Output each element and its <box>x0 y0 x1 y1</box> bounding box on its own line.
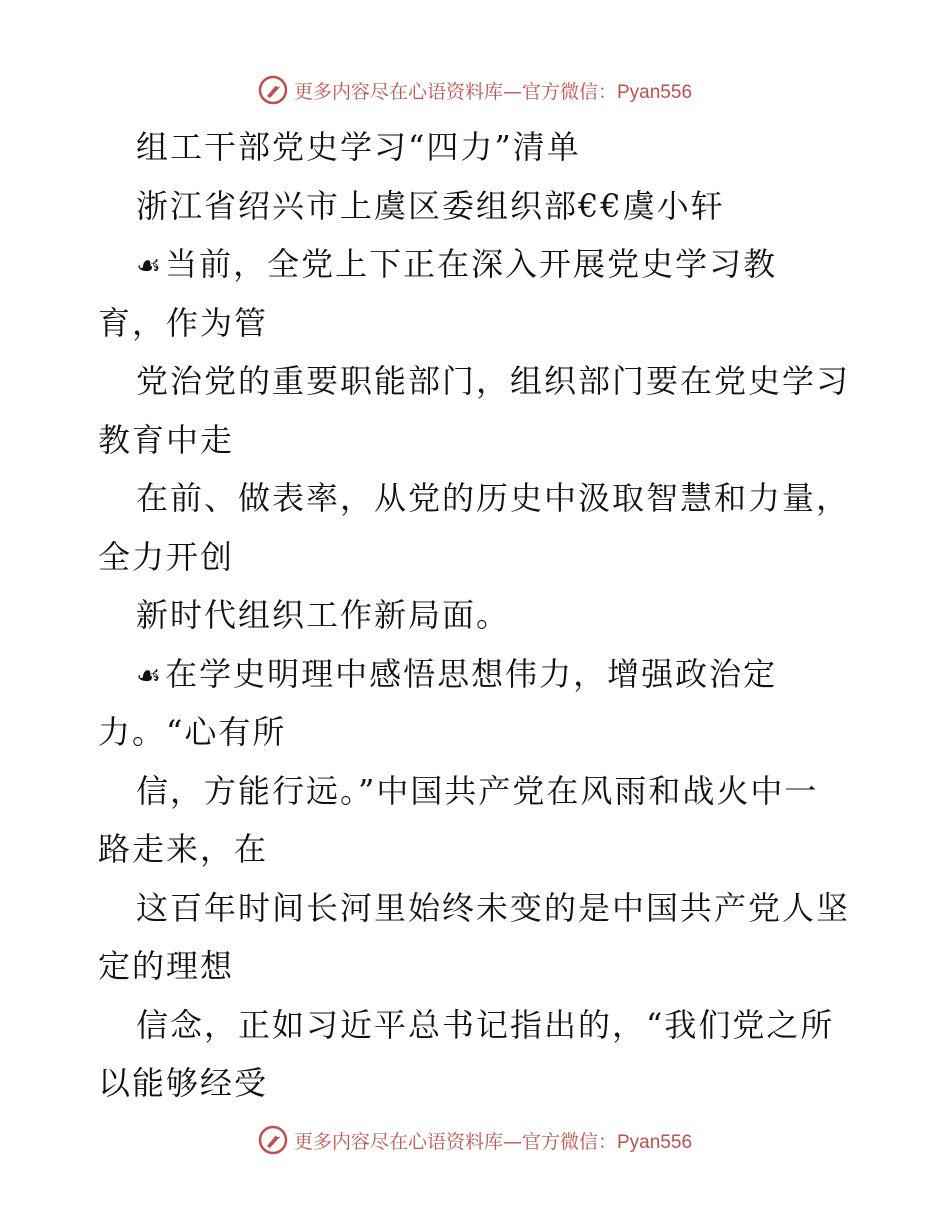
pen-nib-logo-icon <box>258 1125 288 1155</box>
paragraph-line: 全力开创 <box>98 538 235 576</box>
footer-banner <box>0 1120 950 1160</box>
paragraph-line: 信，方能行远。”中国共产党在风雨和战火中一 <box>136 772 819 810</box>
paragraph-line: 力。“心有所 <box>98 713 287 751</box>
banner-text: 更多内容尽在心语资料库—官方微信：Pyan556 <box>293 80 693 103</box>
banner-text: 更多内容尽在心语资料库—官方微信：Pyan556 <box>293 1130 693 1153</box>
paragraph-line: 党治党的重要职能部门，组织部门要在党史学习 <box>136 362 851 400</box>
floral-bullet-icon: ☙ <box>136 659 164 692</box>
paragraph-line: ☙在学史明理中感悟思想伟力，增强政治定 <box>136 654 777 694</box>
paragraph-line: 这百年时间长河里始终未变的是中国共产党人坚 <box>136 889 851 927</box>
paragraph-line: ☙当前，全党上下正在深入开展党史学习教 <box>136 244 777 284</box>
paragraph-line: 路走来，在 <box>98 830 269 868</box>
pen-nib-logo-icon <box>258 75 288 105</box>
paragraph-line: 定的理想 <box>98 947 235 985</box>
paragraph-line: 以能够经受 <box>98 1064 269 1102</box>
paragraph-line: 育，作为管 <box>98 304 269 342</box>
floral-bullet-icon: ☙ <box>136 249 164 282</box>
paragraph-line: 教育中走 <box>98 421 235 459</box>
paragraph-line: 新时代组织工作新局面。 <box>136 596 511 634</box>
document-byline: 浙江省绍兴市上虞区委组织部€€虞小轩 <box>136 187 725 225</box>
document-title: 组工干部党史学习“四力”清单 <box>136 128 581 166</box>
header-banner <box>0 70 950 110</box>
paragraph-line: 在前、做表率，从党的历史中汲取智慧和力量， <box>136 479 851 517</box>
paragraph-line: 信念，正如习近平总书记指出的，“我们党之所 <box>136 1006 835 1044</box>
